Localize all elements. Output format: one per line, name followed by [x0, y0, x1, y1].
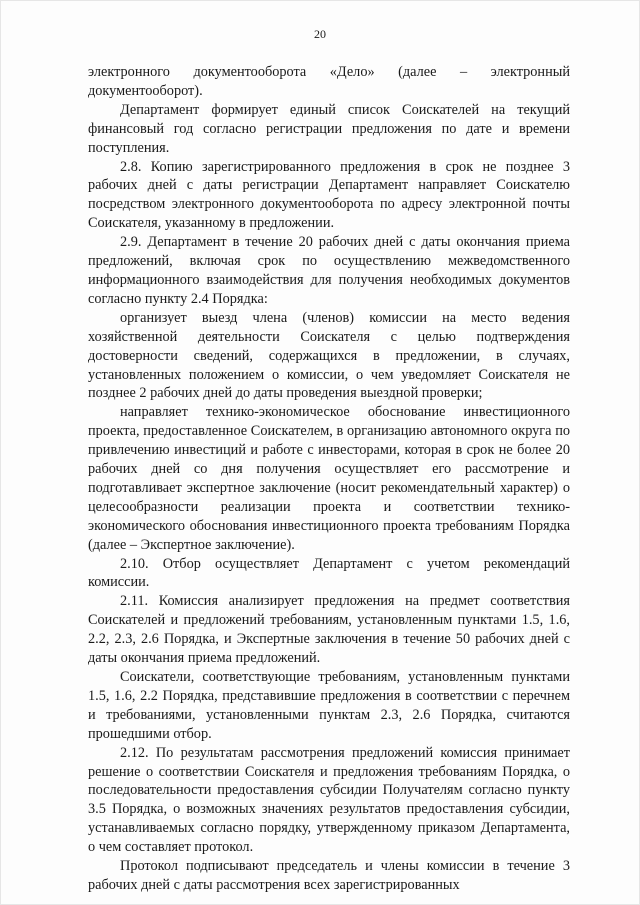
document-body [88, 63, 570, 895]
paragraph-continuation: электронного документооборота «Дело» (далее – электронный документооборот). [88, 64, 570, 99]
paragraph-2-12: 2.12. По результатам рассмотрения предложений комиссия принимает решение о соответствии Соискателя и предложения требованиям Порядка, о последовательности предоставления субсидии Получателям согласно пункту 3.5 Порядка, о возможных значениях результатов предоставления субсидии, устанавливаемых согласно порядку, утвержденному приказом Департамента, о чем составляет протокол. [88, 744, 570, 856]
page-number: 20 [314, 27, 326, 41]
paragraph-feasibility-study: направляет технико-экономическое обоснование инвестиционного проекта, предоставленное Соискателем, в организацию автономного округа по привлечению инвестиций и работе с инвесторами, которая в срок не более 20 рабочих дней со дня получения осуществляет его рассмотрение и подготавливает экспертное заключение (носит рекомендательный характер) о целесообразности реализации проекта и соответствии технико-экономического обоснования инвестиционного проекта требованиям Порядка (далее – Экспертное заключение). [88, 404, 570, 553]
paragraph-2-8: 2.8. Копию зарегистрированного предложения в срок не позднее 3 рабочих дней с даты регистрации Департамент направляет Соискателю посредством электронного документооборота по адресу электронной почты Соискателя, указанному в предложении. [88, 158, 570, 232]
paragraph-2-10: 2.10. Отбор осуществляет Департамент с учетом рекомендаций комиссии. [88, 555, 570, 591]
paragraph-2-11: 2.11. Комиссия анализирует предложения на предмет соответствия Соискателей и предложений требованиям, установленным пунктами 1.5, 1.6, 2.2, 2.3, 2.6 Порядка, и Экспертные заключения в течение 50 рабочих дней с даты окончания приема предложений. [88, 593, 570, 667]
paragraph-protocol: Протокол подписывают председатель и члены комиссии в течение 3 рабочих дней с даты рассмотрения всех зарегистрированных [88, 858, 570, 893]
paragraph-2-9: 2.9. Департамент в течение 20 рабочих дней с даты окончания приема предложений, включая срок по осуществлению межведомственного информационного взаимодействия для получения необходимых документов согласно пункту 2.4 Порядка: [88, 234, 570, 307]
paragraph-unified-list: Департамент формирует единый список Соискателей на текущий финансовый год согласно регистрации предложения по дате и времени поступления. [88, 101, 570, 156]
paragraph-site-visit: организует выезд члена (членов) комиссии на место ведения хозяйственной деятельности Соискателя с целью подтверждения достоверности сведений, содержащихся в предложении, в случаях, установленных положением о комиссии, о чем уведомляет Соискателя не позднее 2 рабочих дней до даты проведения выездной проверки; [88, 309, 570, 402]
paragraph-applicants-passed: Соискатели, соответствующие требованиям, установленным пунктами 1.5, 1.6, 2.2 Порядка, представившие предложения в соответствии с перечнем и требованиями, установленными пунктам 2.3, 2.6 Порядка, считаются прошедшими отбор. [88, 669, 570, 742]
